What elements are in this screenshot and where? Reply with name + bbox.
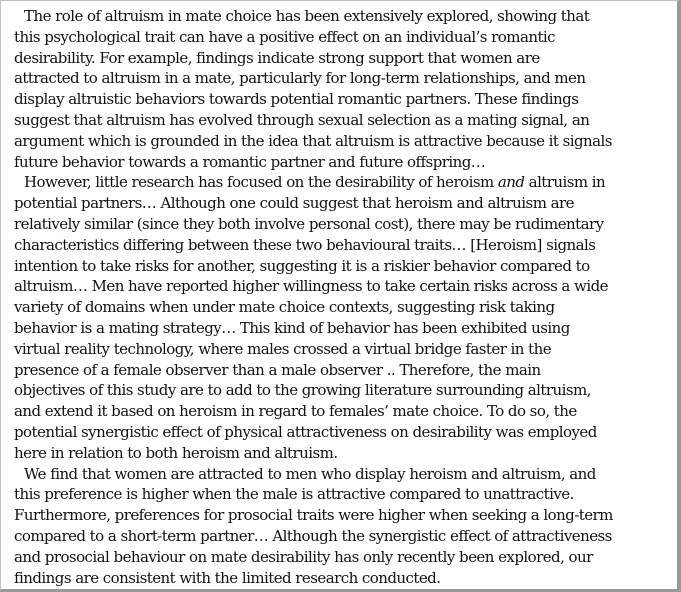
text-line: display altruistic behaviors towards potential romantic partners. These findings (14, 90, 579, 109)
text-line: potential synergistic effect of physical attractiveness on desirability was employed (14, 422, 597, 441)
text-line: argument which is grounded in the idea that altruism is attractive because it signals (14, 131, 612, 150)
text-line: The role of altruism in mate choice has been extensively explored, showing that (24, 7, 590, 25)
text-line: suggest that altruism has evolved through sexual selection as a mating signal, an (14, 110, 590, 129)
text-line: and prosocial behaviour on mate desirability has only recently been explored, our (14, 547, 593, 566)
text-line: findings are consistent with the limited research conducted. (14, 568, 441, 587)
text-line: objectives of this study are to add to the growing literature surrounding altruism, (14, 381, 591, 400)
paragraph-3 (4, 464, 676, 589)
text-line: this psychological trait can have a positive effect on an individual’s romantic (14, 27, 556, 46)
text-line: behavior is a mating strategy… This kind of behavior has been exhibited using (14, 318, 570, 337)
text-line: desirability. For example, findings indicate strong support that women are (14, 48, 540, 67)
text-line: future behavior towards a romantic partner and future offspring… (14, 152, 486, 171)
paragraph-2 (4, 172, 676, 463)
text-line (4, 172, 676, 193)
text-line: relatively similar (since they both involve personal cost), there may be rudimentary (14, 214, 604, 233)
text-line: variety of domains when under mate choice contexts, suggesting risk taking (14, 298, 555, 317)
text-line: We find that women are attracted to men who display heroism and altruism, and (24, 464, 596, 483)
text-line: virtual reality technology, where males crossed a virtual bridge faster in the (14, 339, 552, 358)
emphasis-text: and (497, 173, 525, 192)
text-line: here in relation to both heroism and altruism. (14, 443, 338, 462)
text-line: presence of a female observer than a male observer .. Therefore, the main (14, 360, 541, 379)
text-line: characteristics differing between these two behavioural traits… [Heroism] signals (14, 235, 596, 254)
paragraph-1 (4, 6, 676, 172)
document-body (4, 6, 676, 588)
text-line: altruism… Men have reported higher willingness to take certain risks across a wide (14, 277, 608, 296)
text-line: potential partners… Although one could suggest that heroism and altruism are (14, 194, 574, 213)
text-line: and extend it based on heroism in regard to females’ mate choice. To do so, the (14, 402, 577, 421)
text-segment: However, little research has focused on the desirability of heroism (24, 173, 498, 192)
text-line: intention to take risks for another, suggesting it is a riskier behavior compared to (14, 256, 590, 275)
text-line: Furthermore, preferences for prosocial traits were higher when seeking a long-term (14, 506, 613, 525)
text-line: this preference is higher when the male is attractive compared to unattractive. (14, 485, 574, 504)
text-line: compared to a short-term partner… Although the synergistic effect of attractiveness (14, 526, 612, 545)
text-segment: altruism in (524, 173, 606, 192)
text-line: attracted to altruism in a mate, particularly for long-term relationships, and men (14, 69, 586, 88)
